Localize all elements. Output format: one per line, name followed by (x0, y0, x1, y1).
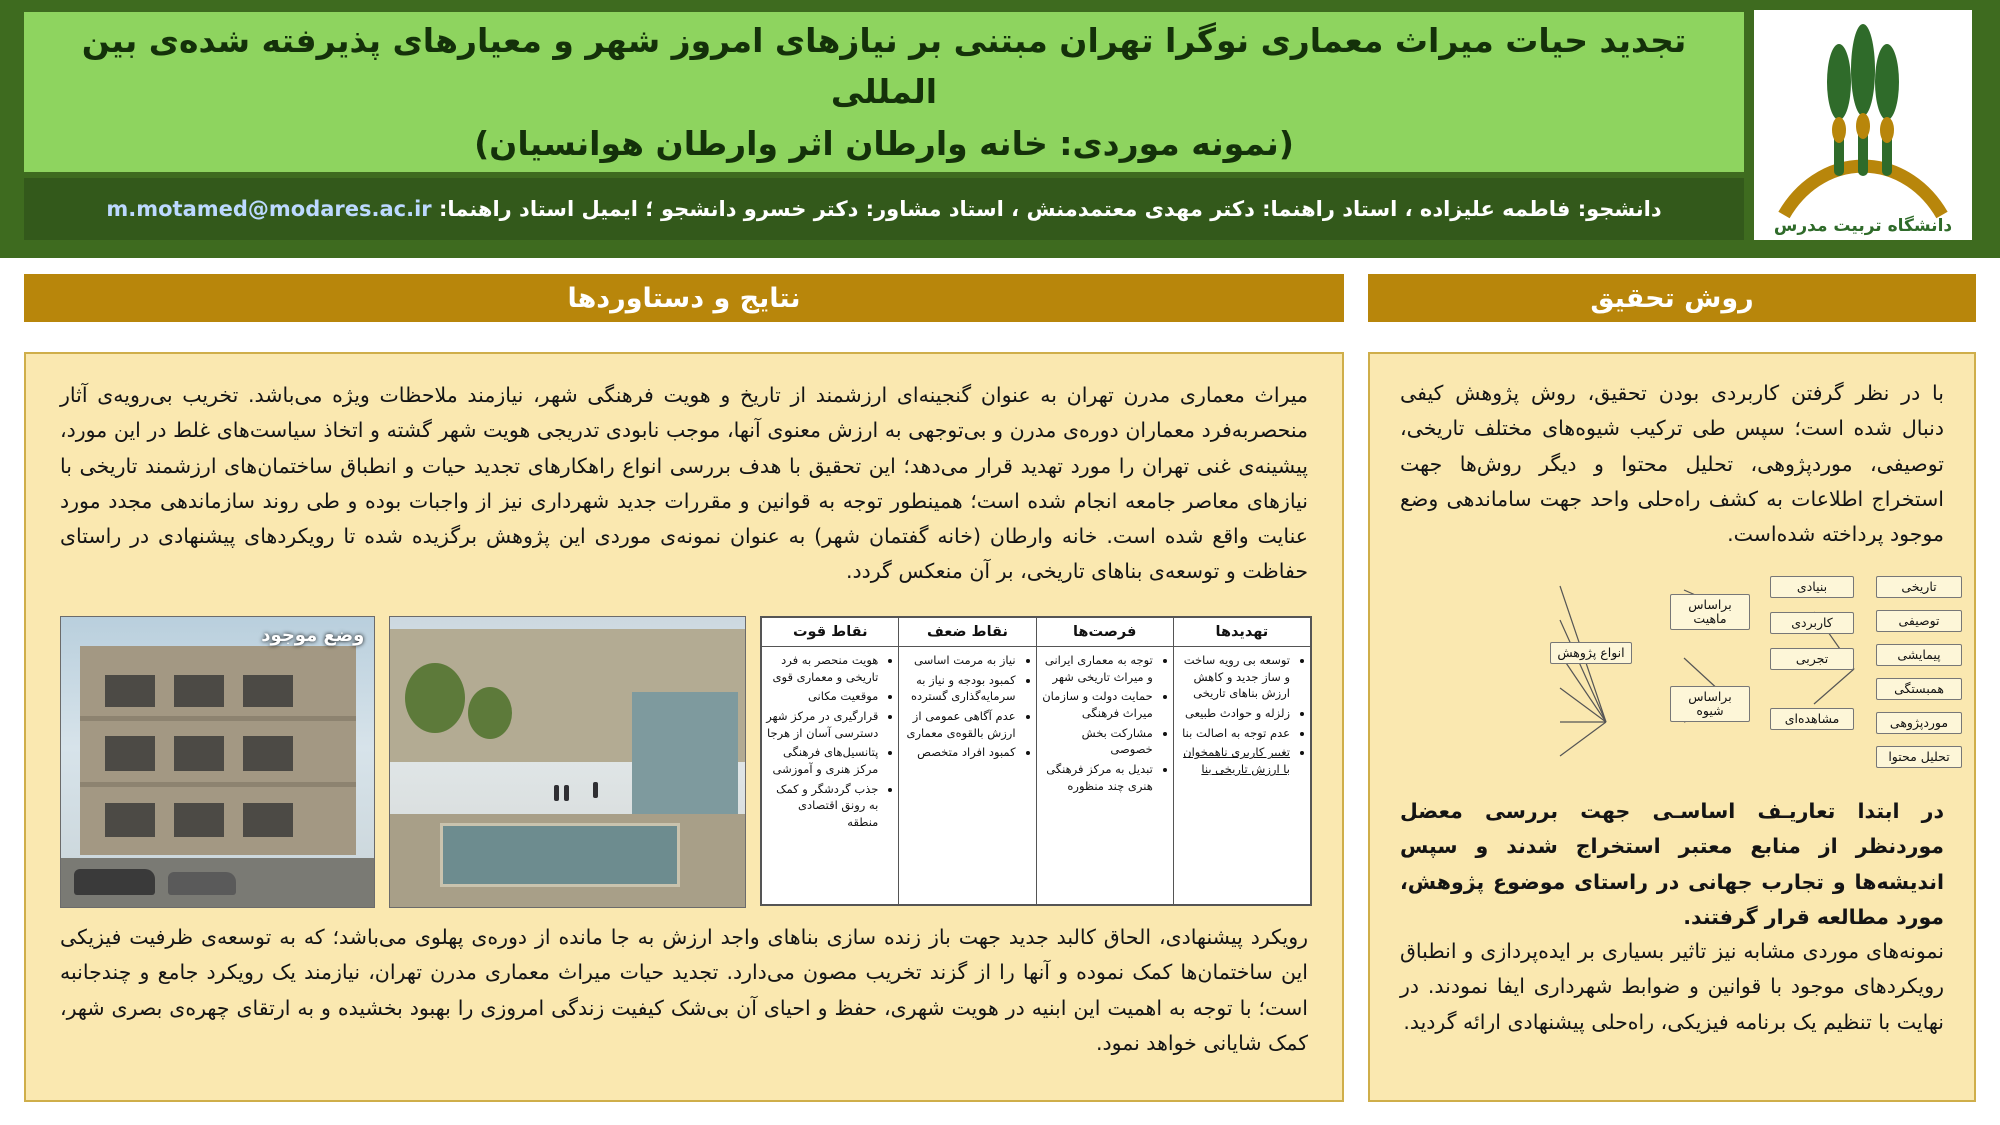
swot-item: • عدم آگاهی عمومی از ارزش بالقوه‌ی معماری (903, 708, 1015, 741)
swot-table (760, 616, 1312, 906)
method-paragraph-3-block (1400, 934, 1944, 1040)
swot-item: • نیاز به مرمت اساسی (903, 652, 1015, 669)
node-fundamental: بنیادی (1770, 576, 1854, 598)
swot-cell-threats (1173, 647, 1310, 905)
node-by-method: براساس شیوه (1670, 686, 1750, 722)
results-conclusion-block (60, 920, 1308, 1061)
method-panel (1368, 352, 1976, 1102)
swot-header-threats: تهدیدها (1173, 618, 1310, 647)
results-conclusion-text: رویکرد پیشنهادی، الحاق کالبد جدید جهت باز زنده سازی بناهای واجد ارزش به جا مانده از دوره‌ی پهلوی می‌باشد؛ که به توسعه‌ی ظرفیت فیزیکی این ساختمان‌ها کمک نموده و آنها را از گزند تخریب مصون می‌دارد. تجدید حیات میراث معماری مدرن تهران، نیازمند یک رویکرد جامع و چندجانبه است؛ با توجه به اهمیت این ابنیه در هویت شهری، حفظ و احیای آن بی‌شک کیفیت زندگی امروزی را بهبود بخشیده و به ارتقای چهره‌ی بصری شهر، کمک شایانی خواهد نمود. (60, 925, 1308, 1055)
authors-band (24, 178, 1744, 240)
svg-text:دانشگاه تربیت مدرس: دانشگاه تربیت مدرس (1773, 216, 1953, 236)
node-experimental: تجربی (1770, 648, 1854, 670)
swot-cell-opportunities (1036, 647, 1173, 905)
node-correlational: همبستگی (1876, 678, 1962, 700)
results-panel (24, 352, 1344, 1102)
supervisor-email: m.motamed@modares.ac.ir (106, 197, 432, 221)
swot-item: • توجه به معماری ایرانی و میراث تاریخی شهر (1041, 652, 1153, 685)
node-case-study: موردپژوهی (1876, 712, 1962, 734)
node-content-analysis: تحلیل محتوا (1876, 746, 1962, 768)
results-section-label: نتایج و دستاوردها (567, 282, 801, 314)
node-observational: مشاهده‌ای (1770, 708, 1854, 730)
swot-item: • کمبود بودجه و نیاز به سرمایه‌گذاری گسترده (903, 672, 1015, 705)
method-paragraph-1-block (1400, 376, 1944, 552)
results-media-row (60, 616, 1312, 906)
swot-item: • تغییر کاربری ناهمخوان با ارزش تاریخی بنا (1178, 744, 1290, 777)
swot-item: • هویت منحصر به فرد تاریخی و معماری قوی (766, 652, 878, 685)
node-survey: پیمایشی (1876, 644, 1962, 666)
node-by-nature: براساس ماهیت (1670, 594, 1750, 630)
swot-cell-weaknesses (899, 647, 1036, 905)
swot-header-opportunities: فرصت‌ها (1036, 618, 1173, 647)
node-research-types-root: انواع پژوهش (1550, 642, 1632, 664)
poster-title-band (24, 12, 1744, 172)
poster-header (0, 0, 2000, 258)
university-logo (1754, 10, 1972, 240)
swot-item: • تبدیل به مرکز فرهنگی هنری چند منظوره (1041, 761, 1153, 794)
swot-item: • عدم توجه به اصالت بنا (1178, 725, 1290, 742)
method-section-label: روش تحقیق (1590, 282, 1754, 314)
method-paragraph-2-block (1400, 794, 1944, 935)
swot-cell-strengths (762, 647, 899, 905)
swot-item: • جذب گردشگر و کمک به رونق اقتصادی منطقه (766, 781, 878, 831)
node-applied: کاربردی (1770, 612, 1854, 634)
results-section-bar (24, 274, 1344, 322)
swot-header-row (762, 618, 1311, 647)
swot-item: • زلزله و حوادث طبیعی (1178, 705, 1290, 722)
title-line-2: (نمونه موردی: خانه وارطان اثر وارطان هوانسیان) (474, 123, 1294, 163)
authors-text: دانشجو: فاطمه علیزاده ، استاد راهنما: دکتر مهدی معتمدمنش ، استاد مشاور: دکتر خسرو دانشجو ؛ ایمیل استاد راهنما: (438, 197, 1662, 221)
research-types-diagram (1384, 554, 1962, 784)
swot-item: • کمبود افراد متخصص (903, 744, 1015, 761)
swot-item: • حمایت دولت و سازمان میراث فرهنگی (1041, 688, 1153, 721)
title-line-1: تجدید حیات میراث معماری نوگرا تهران مبتنی بر نیازهای امروز شهر و معیارهای پذیرفته شده‌ی بین المللی (81, 21, 1687, 112)
method-paragraph-2: در ابتدا تعاریـف اساسـی جهت بررسی معضل موردنظر از منابع معتبر استخراج شدند و سپس اندیشه‌ها و تجارب جهانی در راستای موضوع پژوهش، مورد مطالعه قرار گرفتند. (1400, 799, 1944, 929)
existing-condition-facade-photo (60, 616, 375, 908)
swot-item: • توسعه بی رویه ساخت و ساز جدید و کاهش ارزش بناهای تاریخی (1178, 652, 1290, 702)
authors-line (106, 197, 1661, 221)
method-section-bar (1368, 274, 1976, 322)
page-title (54, 15, 1714, 168)
swot-item: • قرارگیری در مرکز شهر دسترسی آسان از هرجا (766, 708, 878, 741)
swot-item: • مشارکت بخش خصوصی (1041, 725, 1153, 758)
node-descriptive: توصیفی (1876, 610, 1962, 632)
swot-body-row (762, 647, 1311, 905)
photo-caption: وضع موجود (261, 625, 365, 646)
node-historical: تاریخی (1876, 576, 1962, 598)
method-paragraph-1: با در نظر گرفتن کاربردی بودن تحقیق، روش پژوهش کیفی دنبال شده است؛ سپس طی ترکیب شیوه‌های مختلف تاریخی، توصیفی، موردپژوهی، تحلیل محتوا و دیگر روش‌ها جهت استخراج اطلاعات به کشف راه‌حلی واحد جهت ساماندهی وضع موجود پرداخته شده‌است. (1400, 381, 1944, 546)
swot-header-strengths: نقاط قوت (762, 618, 899, 647)
swot-item: • موقعیت مکانی (766, 688, 878, 705)
results-intro-block (60, 378, 1308, 608)
swot-header-weaknesses: نقاط ضعف (899, 618, 1036, 647)
results-intro-text: میراث معماری مدرن تهران به عنوان گنجینه‌ای ارزشمند از تاریخ و هویت فرهنگی شهر، نیازمند ملاحظات ویژه می‌باشد. تخریب بی‌رویه‌ی آثار منحصربه‌فرد معماران دوره‌ی مدرن و بی‌توجهی به ارزش معنوی آنها، موجب نابودی تدریجی هویت شهر گشته و اتخاذ سیاست‌های غلط در این مورد، پیشینه‌ی غنی تهران را مورد تهدید قرار می‌دهد؛ این تحقیق با هدف بررسی انواع راهکارهای تجدید حیات و انطباق ساختمان‌های ارزشمند تاریخی با نیازهای معاصر جامعه انجام شده است؛ همینطور توجه به قوانین و مقررات جدید شهرداری نیز از واجبات بوده و طی روند سازماندهی مجدد مورد عنایت واقع شده است. خانه وارطان (خانه گفتمان شهر) به عنوان نمونه‌ی موردی این پژوهش برگزیده شده تا رویکردهای پیشنهادی در راستای حفاظت و توسعه‌ی بناهای تاریخی، بر آن منعکس گردد. (60, 383, 1308, 584)
courtyard-pool-photo (389, 616, 746, 908)
method-paragraph-3: نمونه‌های موردی مشابه نیز تاثیر بسیاری بر ایده‌پردازی و انطباق رویکردهای موجود با قوانین و ضوابط شهرداری ایفا نمودند. در نهایت با تنظیم یک برنامه فیزیکی، راه‌حلی پیشنهادی ارائه گردید. (1400, 939, 1944, 1034)
swot-item: • پتانسیل‌های فرهنگی مرکز هنری و آموزشی (766, 744, 878, 777)
